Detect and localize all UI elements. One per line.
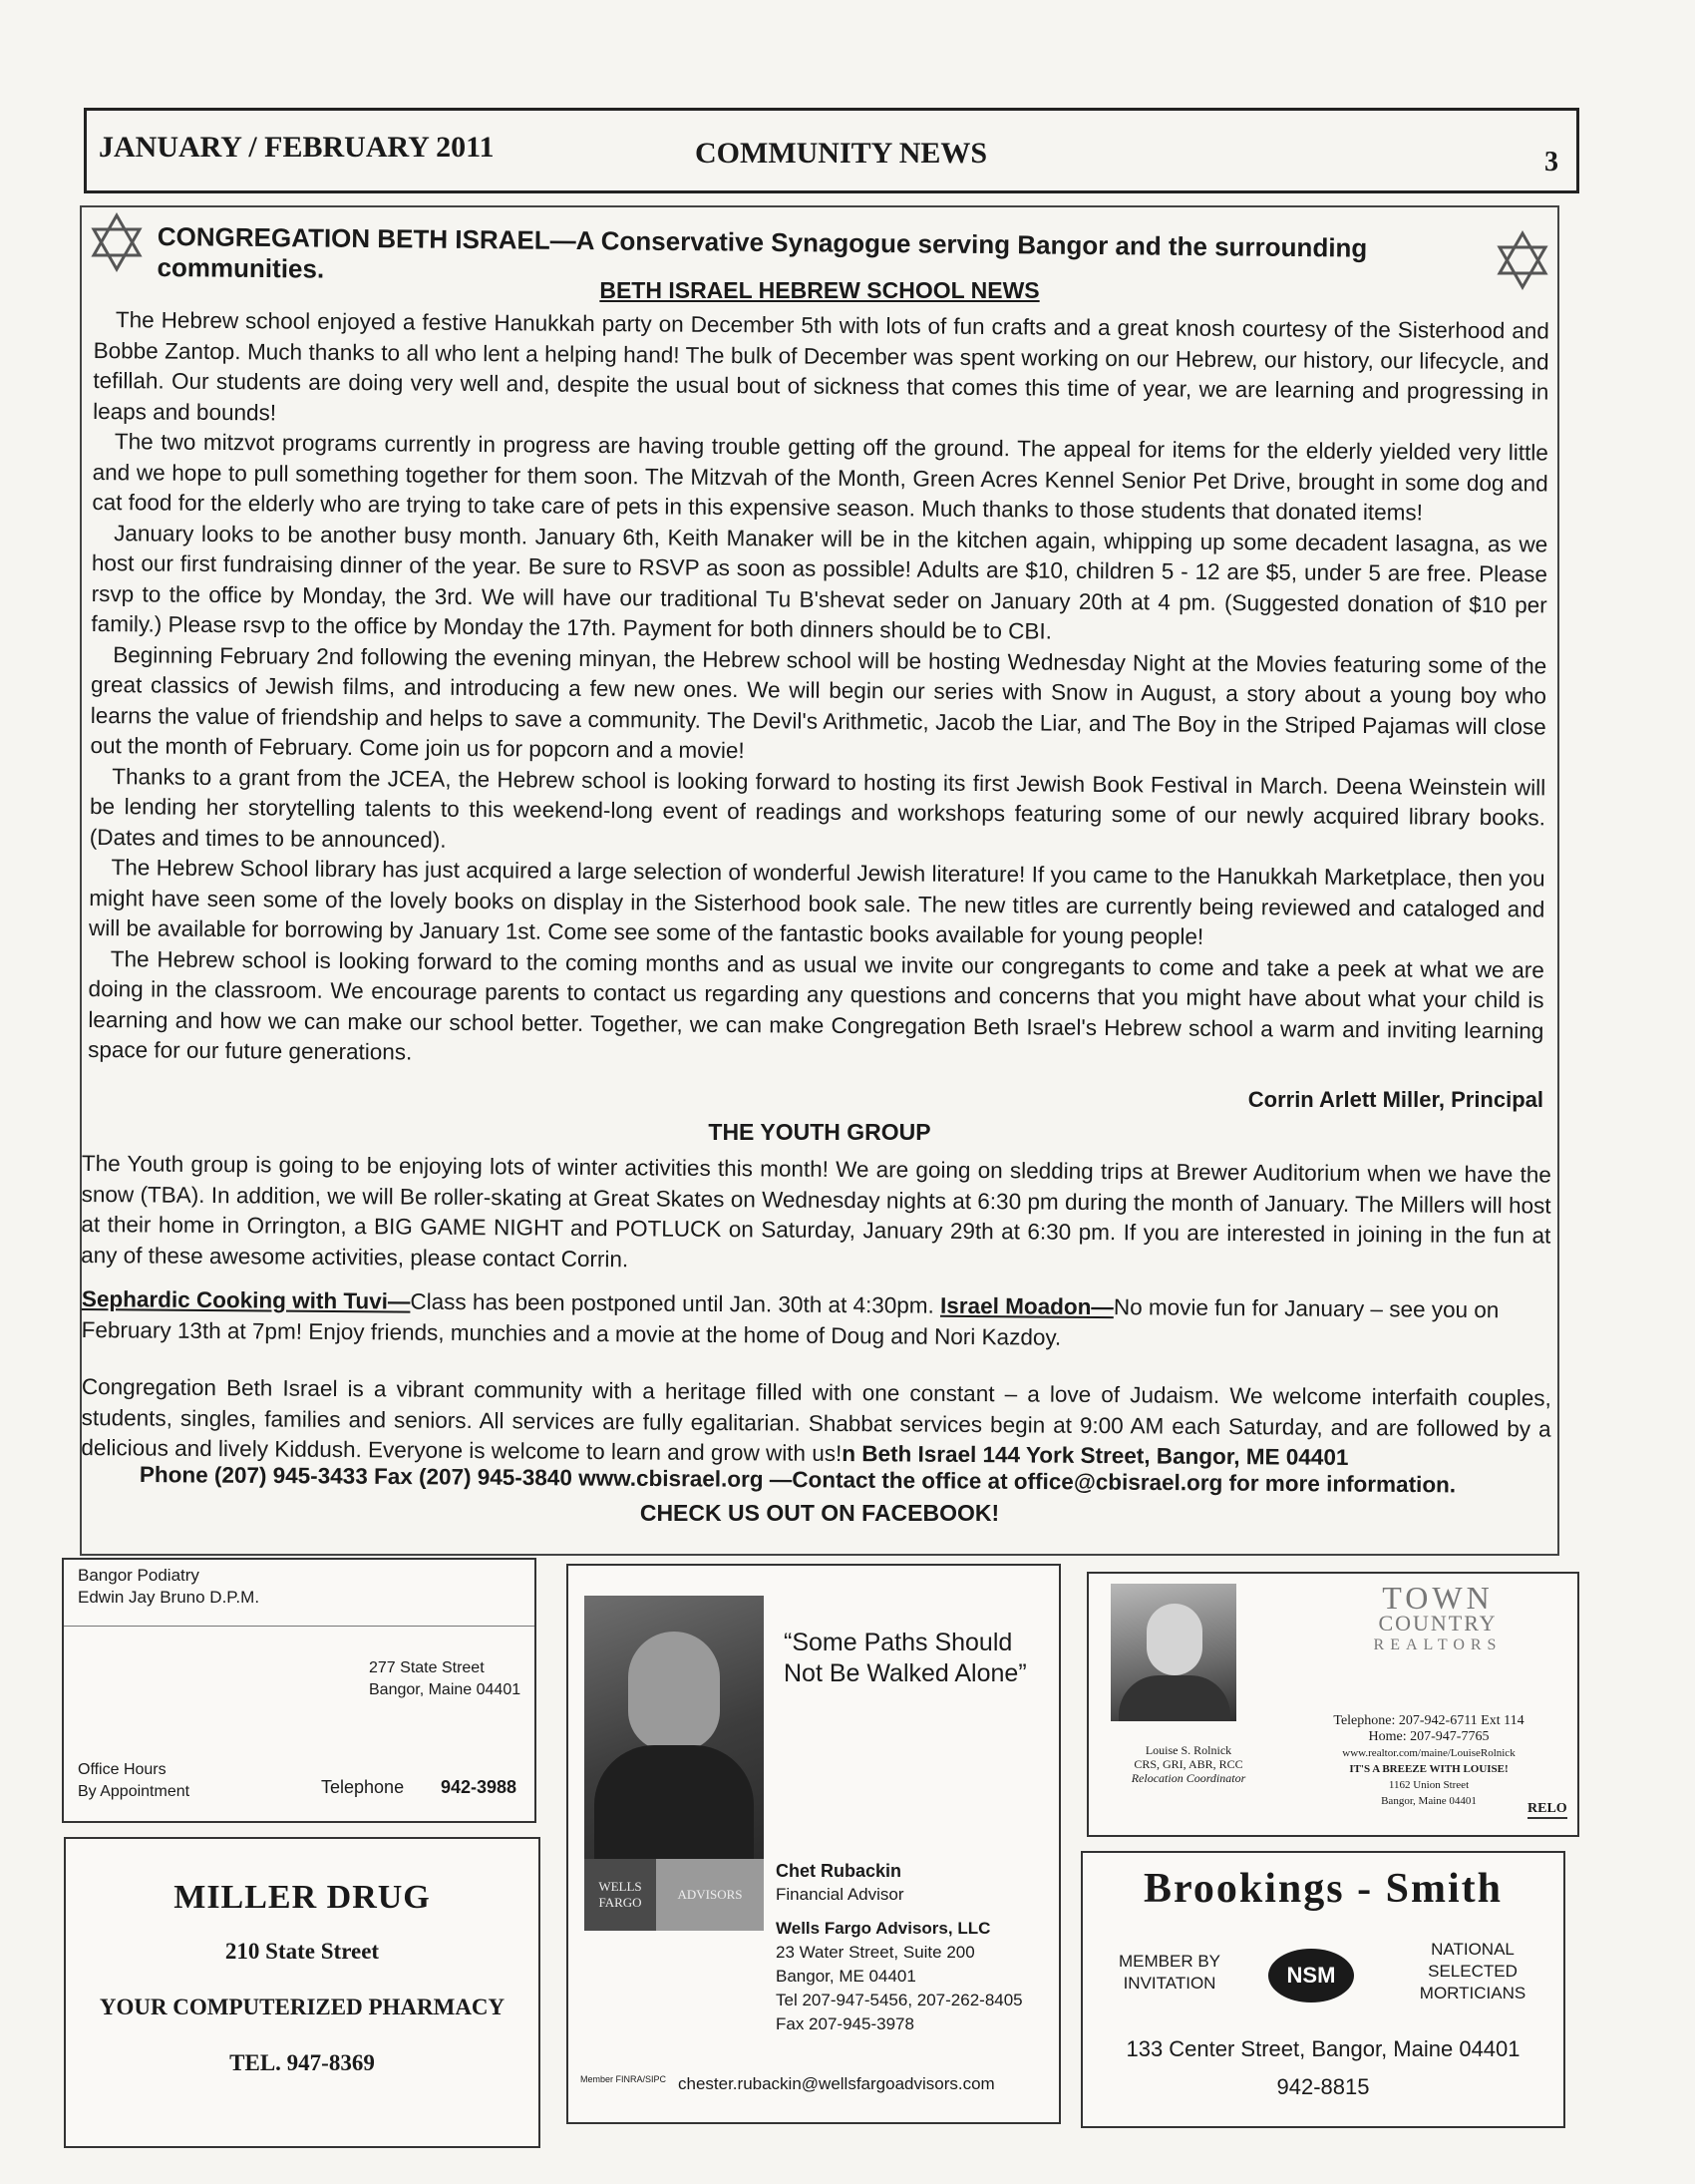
hebrew-school-title: BETH ISRAEL HEBREW SCHOOL NEWS	[599, 277, 1040, 303]
wf-logo-advisors: ADVISORS	[656, 1859, 764, 1931]
issue-date: JANUARY / FEBRUARY 2011	[99, 131, 495, 164]
brookings-member-line2: INVITATION	[1123, 1974, 1216, 1993]
tc-home: Home: 207-947-7765	[1368, 1729, 1490, 1744]
miller-drug-name: MILLER DRUG	[173, 1879, 431, 1916]
page-header	[84, 108, 1579, 193]
tc-agent-creds: CRS, GRI, ABR, RCC	[1134, 1757, 1243, 1771]
congregation-article	[80, 205, 1559, 1556]
podiatry-city: Bangor, Maine 04401	[369, 1681, 521, 1698]
podiatry-doctor: Edwin Jay Bruno D.P.M.	[78, 1588, 260, 1607]
tc-tel: Telephone: 207-942-6711 Ext 114	[1333, 1713, 1525, 1728]
hebrew-school-body	[88, 305, 1549, 1077]
wf-fax: Fax 207-945-3978	[776, 2014, 914, 2033]
nsm-logo: NSM	[1268, 1949, 1354, 2002]
tc-tagline: IT'S A BREEZE WITH LOUISE!	[1349, 1763, 1509, 1775]
wf-street: 23 Water Street, Suite 200	[776, 1943, 975, 1962]
paragraph: Beginning February 2nd following the evening minyan, the Hebrew school will be hosting Wednesday Night at the Movies featuring some of the great classics of Jewish films, and introducing a few new ones. We will begin our series with Snow in August, a story about a young boy who learns the value of friendship and helps to save a community. The Devil's Arithmetic, Jacob the Liar, and The Boy in the Striped Pajamas will close out the month of February. Come join us for popcorn and a movie!	[90, 641, 1547, 764]
youth-group-text: The Youth group is going to be enjoying lots of winter activities this month! We are going on sledding trips at Brewer Auditorium when we have the snow (TBA). In addition, we will Be roller-skating at Great Skates on Wednesday nights at 6:30 pm during the month of January. The Millers will host at their home in Orrington, a BIG GAME NIGHT and POTLUCK on Saturday, January 29th at 6:30 pm. If you are interested in joining in the fun at any of these awesome activities, please contact Corrin.	[81, 1151, 1551, 1272]
about-text: Congregation Beth Israel is a vibrant community with a heritage filled with one constant – a love of Judaism. We welcome interfaith couples, students, singles, families and seniors. All services are fully egalitarian. Shabbat services begin at 9:00 AM each Saturday, and are followed by a delicious and lively Kiddush. Everyone is welcome to learn and grow with us!	[81, 1373, 1551, 1466]
wf-quote: “Some Paths Should Not Be Walked Alone”	[784, 1629, 1027, 1687]
page-number: 3	[1544, 147, 1558, 178]
podiatry-ad	[62, 1558, 536, 1823]
brookings-tel: 942-8815	[1276, 2074, 1370, 2099]
miller-drug-ad	[64, 1837, 540, 2148]
sephardic-text: Class has been postponed until Jan. 30th at 4:30pm.	[410, 1288, 934, 1318]
wells-fargo-ad	[566, 1564, 1061, 2124]
nsm-line3: MORTICIANS	[1419, 1984, 1526, 2002]
congregation-title: CONGREGATION BETH ISRAEL—A Conservative Synagogue serving Bangor and the surrounding communities.	[157, 221, 1368, 284]
moadon-text: No movie fun for January – see you on February 13th at 7pm! Enjoy friends, munchies and a movie at the home of Doug and Nori Kazdoy.	[81, 1294, 1500, 1350]
wf-company: Wells Fargo Advisors, LLC	[776, 1919, 991, 1938]
town-country-ad	[1087, 1572, 1579, 1837]
podiatry-tel: 942-3988	[441, 1777, 517, 1797]
star-of-david-icon	[82, 207, 152, 277]
brookings-address: 133 Center Street, Bangor, Maine 04401	[1126, 2036, 1521, 2061]
section-title: COMMUNITY NEWS	[695, 137, 988, 170]
tc-street: 1162 Union Street	[1388, 1779, 1470, 1791]
wf-member: Member FINRA/SIPC	[580, 2074, 667, 2084]
podiatry-tel-label: Telephone	[321, 1777, 405, 1797]
tc-agent-name: Louise S. Rolnick	[1145, 1743, 1232, 1757]
brookings-member	[1119, 1951, 1220, 1995]
tc-logo-country: COUNTRY	[1378, 1611, 1498, 1636]
wf-advisor-title: Financial Advisor	[776, 1885, 904, 1904]
divider	[64, 1626, 534, 1627]
brookings-smith-ad	[1081, 1851, 1565, 2128]
contact-line: Phone (207) 945-3433 Fax (207) 945-3840 www.cbisrael.org —Contact the office at office@cbisrael.org for more information.	[139, 1462, 1457, 1498]
miller-drug-tel: TEL. 947-8369	[229, 2050, 375, 2075]
moadon-label: Israel Moadon—	[939, 1292, 1114, 1320]
paragraph: The Hebrew School library has just acquired a large selection of wonderful Jewish literature! If you came to the Hanukkah Marketplace, then you might have seen some of the lovely books on display in the Sisterhood book sale. The new titles are currently being reviewed and cataloged and will be available for borrowing by January 1st. Come see some of the fantastic books available for young people!	[88, 855, 1545, 949]
miller-drug-tagline: YOUR COMPUTERIZED PHARMACY	[99, 1995, 506, 2019]
podiatry-hours-appointment: By Appointment	[78, 1783, 190, 1800]
wf-logo-text: WELLS FARGO	[584, 1859, 656, 1931]
facebook-callout: CHECK US OUT ON FACEBOOK!	[639, 1500, 1000, 1526]
tc-agent-info	[1099, 1743, 1278, 1785]
wells-fargo-logo	[584, 1859, 764, 1931]
sephardic-label: Sephardic Cooking with Tuvi—	[81, 1285, 411, 1314]
wf-advisor-name: Chet Rubackin	[776, 1861, 902, 1881]
paragraph: Thanks to a grant from the JCEA, the Hebrew school is looking forward to hosting its first Jewish Book Festival in March. Deena Weinstein will be lending her storytelling talents to this weekend-long event of readings and workshops featuring some of our newly acquired library books. (Dates and times to be announced).	[89, 763, 1546, 853]
wf-email[interactable]: chester.rubackin@wellsfargoadvisors.com	[678, 2074, 995, 2093]
brookings-member-line1: MEMBER BY	[1119, 1952, 1221, 1971]
tc-city: Bangor, Maine 04401	[1381, 1795, 1477, 1807]
events-text	[82, 1284, 1551, 1357]
tc-contact	[1284, 1713, 1573, 1809]
nsm-line1: NATIONAL	[1431, 1940, 1515, 1959]
tc-web[interactable]: www.realtor.com/maine/LouiseRolnick	[1342, 1747, 1516, 1759]
tc-logo-town: TOWN	[1382, 1580, 1494, 1616]
paragraph: The Hebrew school is looking forward to the coming months and as usual we invite our congregants to come and take a peek at what we are doing in the classroom. We encourage parents to contact us regarding any questions and concerns that you might have about what your child is learning and how we can make our school better. Together, we can make Congregation Beth Israel's Hebrew school a warm and inviting learning space for our future generations.	[88, 945, 1544, 1065]
paragraph: January looks to be another busy month. January 6th, Keith Manaker will be in the kitchen again, whipping up some decadent lasagna, as we host our first fundraising dinner of the year. Be sure to RSVP as soon as possible! Adults are $10, children 5 - 12 are $5, under 5 are free. Please rsvp to the office by Monday, the 3rd. We will have our traditional Tu B'shevat seder on January 20th at 4 pm. (Suggested donation of $10 per family.) Please rsvp to the office by Monday the 17th. Payment for both dinners should be to CBI.	[91, 520, 1548, 644]
agent-photo	[1111, 1584, 1236, 1721]
brookings-name: Brookings - Smith	[1144, 1866, 1503, 1912]
youth-group-title: THE YOUTH GROUP	[708, 1119, 931, 1145]
podiatry-name: Bangor Podiatry	[78, 1566, 199, 1585]
relo-badge: RELO	[1527, 1801, 1567, 1819]
town-country-logo	[1308, 1580, 1567, 1654]
wf-tel: Tel 207-947-5456, 207-262-8405	[776, 1991, 1023, 2009]
paragraph: The two mitzvot programs currently in progress are having trouble getting off the ground. The appeal for items for the elderly yielded very little and we hope to pull something together for them soon. The Mitzvah of the Month, Green Acres Kennel Senior Pet Drive, brought in some dog and cat food for the elderly who are trying to take care of pets in this expensive season. Much thanks to those students that donated items!	[92, 429, 1548, 526]
about-congregation	[81, 1372, 1551, 1475]
tc-agent-role: Relocation Coordinator	[1131, 1771, 1246, 1785]
address: n Beth Israel 144 York Street, Bangor, ME 04401	[842, 1440, 1349, 1470]
podiatry-street: 277 State Street	[369, 1659, 485, 1676]
brookings-nsm	[1408, 1939, 1537, 2004]
wf-city: Bangor, ME 04401	[776, 1967, 916, 1986]
podiatry-hours: Office Hours	[78, 1761, 167, 1778]
principal-signature: Corrin Arlett Miller, Principal	[1247, 1087, 1543, 1112]
miller-drug-street: 210 State Street	[224, 1939, 380, 1964]
paragraph: The Hebrew school enjoyed a festive Hanukkah party on December 5th with lots of fun crafts and a great knosh courtesy of the Sisterhood and Bobbe Zantop. Much thanks to all who lent a helping hand! The bulk of December was spent working on our Hebrew, our history, our lifecycle, and tefillah. Our students are doing very well and, despite the usual bout of sickness that comes this time of year, we are learning and progressing in leaps and bounds!	[93, 307, 1549, 425]
advisor-photo	[584, 1596, 764, 1861]
tc-logo-realtors: REALTORS	[1373, 1637, 1503, 1653]
nsm-line2: SELECTED	[1428, 1962, 1518, 1981]
